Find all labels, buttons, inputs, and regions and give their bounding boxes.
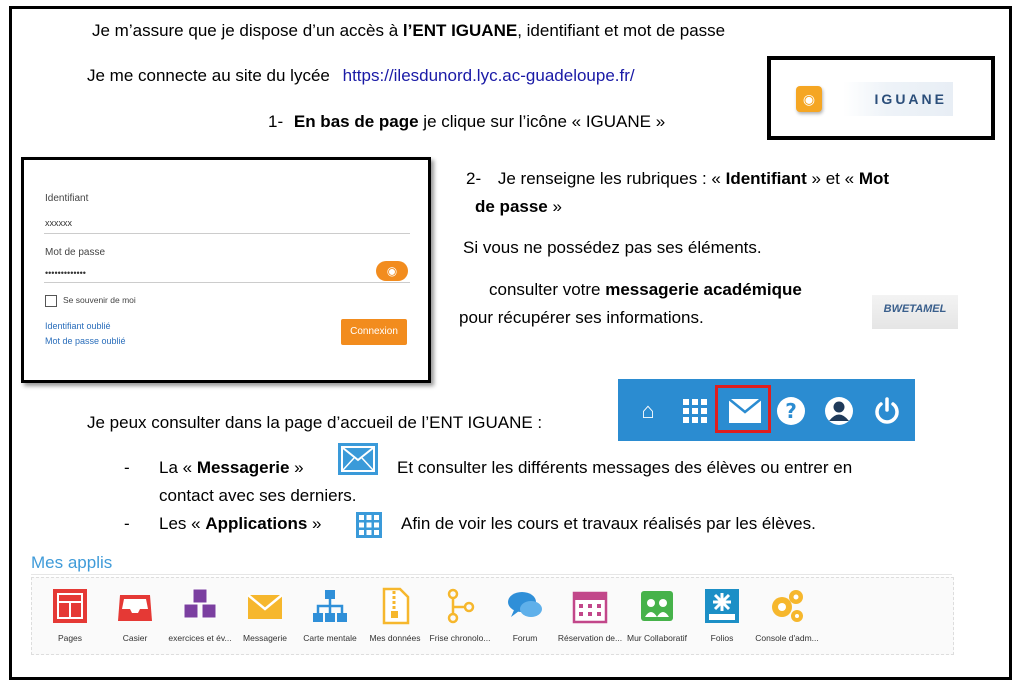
home-icon[interactable]: ⌂ [641,398,655,423]
users-board-icon [638,587,676,625]
forgot-id-link[interactable]: Identifiant oublié [45,321,111,331]
bullet1-desc: Et consulter les différents messages des élèves ou entrer en [397,458,853,477]
app-console[interactable] [752,587,822,647]
step1-number: 1- [268,112,284,131]
app-label: exercices et év... [168,633,232,643]
app-label: Console d'adm... [755,633,819,643]
access-bold: l’ENT IGUANE [402,21,518,40]
bullet1-bold: Messagerie [196,458,290,477]
bullet2-desc: Afin de voir les cours et travaux réalisés par les élèves. [401,514,816,533]
identifiant-field[interactable]: xxxxxx [45,218,72,228]
app-exercices[interactable] [165,587,235,647]
app-messagerie[interactable] [230,587,300,647]
app-casier[interactable] [100,587,170,647]
login-form [21,157,431,383]
pages-icon [51,587,89,625]
app-mur-collaboratif[interactable] [622,587,692,647]
user-icon[interactable] [824,396,854,426]
app-forum[interactable] [490,587,560,647]
sitemap-icon [311,587,349,625]
identifiant-label: Identifiant [45,193,89,204]
access-post: , identifiant et mot de passe [517,21,726,40]
remember-label: Se souvenir de moi [63,295,136,305]
onisep-icon [703,587,741,625]
app-label: Mur Collaboratif [627,633,687,643]
iguane-footer-snippet [767,56,995,140]
step1-line [268,112,665,132]
apps-separator [31,574,952,575]
zip-file-icon [376,587,414,625]
bullet2-pre: Les « [159,514,206,533]
app-label: Mes données [369,633,421,643]
recover-line: pour récupérer ses informations. [459,308,704,327]
step1-bold: En bas de page [293,112,419,131]
password-underline [44,282,410,283]
bullet2-label [159,514,322,534]
applications-grid-icon [356,512,382,538]
bullet1-desc2: contact avec ses derniers. [159,486,357,505]
step2-line2 [475,197,562,217]
show-password-eye-icon[interactable]: ◉ [376,261,408,281]
mail-icon[interactable] [728,396,762,426]
bullet2-post: » [307,514,322,533]
iguane-toolbar [618,379,915,441]
bullet2-dash: - [124,514,130,533]
inbox-tray-icon [116,587,154,625]
app-mes-donnees[interactable] [360,587,430,647]
remember-checkbox[interactable] [45,295,57,307]
password-field[interactable]: ••••••••••••• [45,268,86,278]
bullet1-label [159,458,304,478]
app-pages[interactable] [35,587,105,647]
app-label: Carte mentale [303,633,357,643]
step2-identifiant: Identifiant [725,169,807,188]
chat-bubbles-icon [506,587,544,625]
app-frise[interactable] [425,587,495,647]
step2-post: » [547,197,562,216]
no-elements-line: Si vous ne possédez pas ses éléments. [463,238,762,257]
apps-grid-icon[interactable] [680,396,710,426]
school-url-link[interactable]: https://ilesdunord.lyc.ac-guadeloupe.fr/ [342,66,635,85]
connexion-button[interactable]: Connexion [341,319,407,345]
apps-panel [31,577,954,655]
app-reservation[interactable] [555,587,625,647]
calendar-icon [571,587,609,625]
app-label: Folios [710,633,734,643]
step2-number: 2- [466,169,482,188]
step2-mot: Mot [858,169,890,188]
step1-post: je clique sur l’icône « IGUANE » [418,112,666,131]
step2-mid: » et « [806,169,859,188]
app-label: Frise chronolo... [429,633,491,643]
envelope-icon [246,587,284,625]
step2-depasse: de passe [475,197,548,216]
identifiant-underline [44,233,410,234]
step2-pre: Je renseigne les rubriques : « [497,169,726,188]
bwetamel-logo-text: BWETAMEL [883,303,947,315]
messagerie-icon [338,443,378,475]
app-label: Casier [122,633,148,643]
access-line [92,21,725,41]
access-text: Je m’assure que je dispose d’un accès à [92,21,403,40]
app-label: Forum [512,633,538,643]
help-icon[interactable] [776,396,806,426]
app-label: Réservation de... [557,633,623,643]
connect-line [87,66,635,86]
bullet1-post: » [289,458,304,477]
consult-bold: messagerie académique [605,280,802,299]
app-carte-mentale[interactable] [295,587,365,647]
cubes-icon [181,587,219,625]
bullet1-dash: - [124,458,130,477]
bullet1-pre: La « [159,458,197,477]
password-label: Mot de passe [45,247,106,258]
home-description: Je peux consulter dans la page d’accueil de l’ENT IGUANE : [87,413,543,432]
power-icon[interactable] [872,396,902,426]
apps-title: Mes applis [31,553,113,572]
iguane-logo[interactable]: IGUANE [843,82,953,116]
forgot-password-link[interactable]: Mot de passe oublié [45,336,126,346]
svg-text:?: ? [785,399,797,423]
rss-icon: ◉ [796,86,822,112]
bwetamel-logo[interactable] [872,295,958,329]
app-folios[interactable] [687,587,757,647]
app-label: Messagerie [243,633,287,643]
connect-text: Je me connecte au site du lycée [87,66,330,85]
bullet2-bold: Applications [205,514,308,533]
app-label: Pages [57,633,83,643]
consult-line [489,280,802,300]
timeline-branch-icon [441,587,479,625]
step2-line [466,169,889,189]
gears-icon [768,587,806,625]
consult-pre: consulter votre [489,280,606,299]
